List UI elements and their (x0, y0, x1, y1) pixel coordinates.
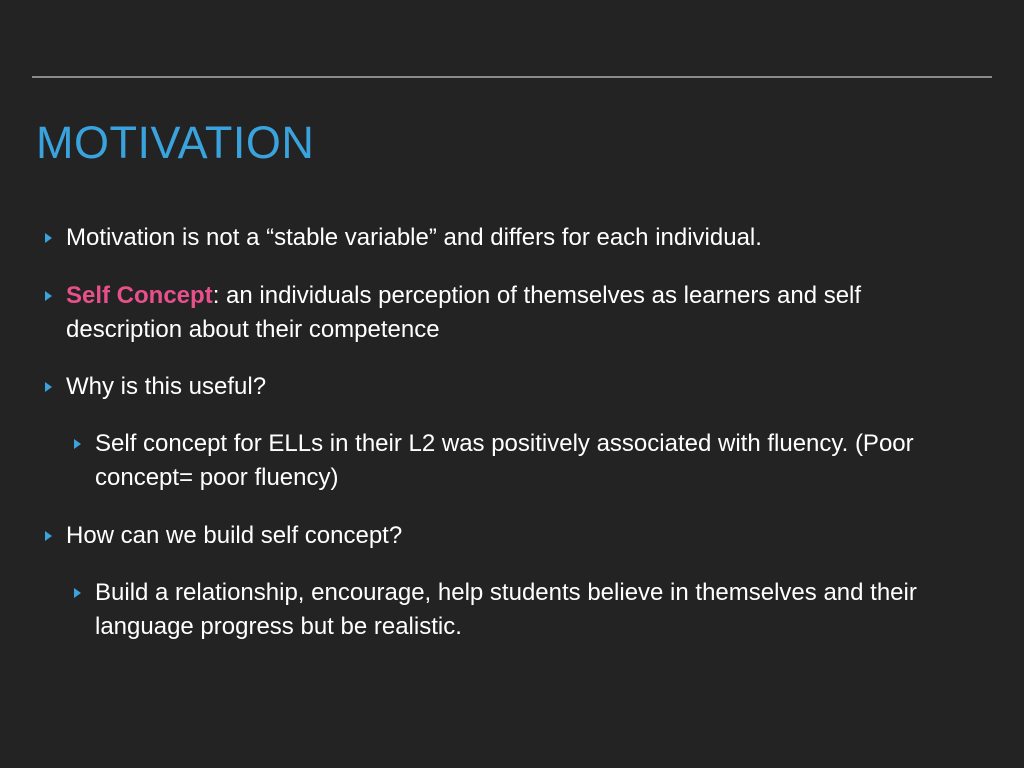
bullet-text: : an individuals perception of themselves as learners and self description about their competence (66, 282, 862, 343)
bullet-term: Self Concept (66, 282, 213, 309)
bullet-text: Motivation is not a “stable variable” and differs for each individual. (66, 224, 762, 251)
triangle-bullet-icon (45, 233, 52, 243)
triangle-bullet-icon (74, 588, 81, 598)
slide-title: MOTIVATION (36, 117, 315, 168)
triangle-bullet-icon (45, 291, 52, 301)
bullet-item (66, 519, 966, 553)
triangle-bullet-icon (74, 439, 81, 449)
bullet-item (66, 221, 966, 255)
bullet-text: Self concept for ELLs in their L2 was positively associated with fluency. (Poor concept= poor fluency) (95, 430, 914, 491)
bullet-item (66, 370, 966, 404)
triangle-bullet-icon (45, 382, 52, 392)
bullet-text: Why is this useful? (66, 373, 267, 400)
triangle-bullet-icon (45, 531, 52, 541)
top-divider (32, 76, 992, 78)
bullet-text: How can we build self concept? (66, 522, 403, 549)
bullet-item (66, 279, 966, 347)
bullet-text: Build a relationship, encourage, help students believe in themselves and their language progress but be realistic. (95, 579, 917, 640)
sub-bullet-item (95, 576, 990, 644)
sub-bullet-item (95, 427, 990, 495)
